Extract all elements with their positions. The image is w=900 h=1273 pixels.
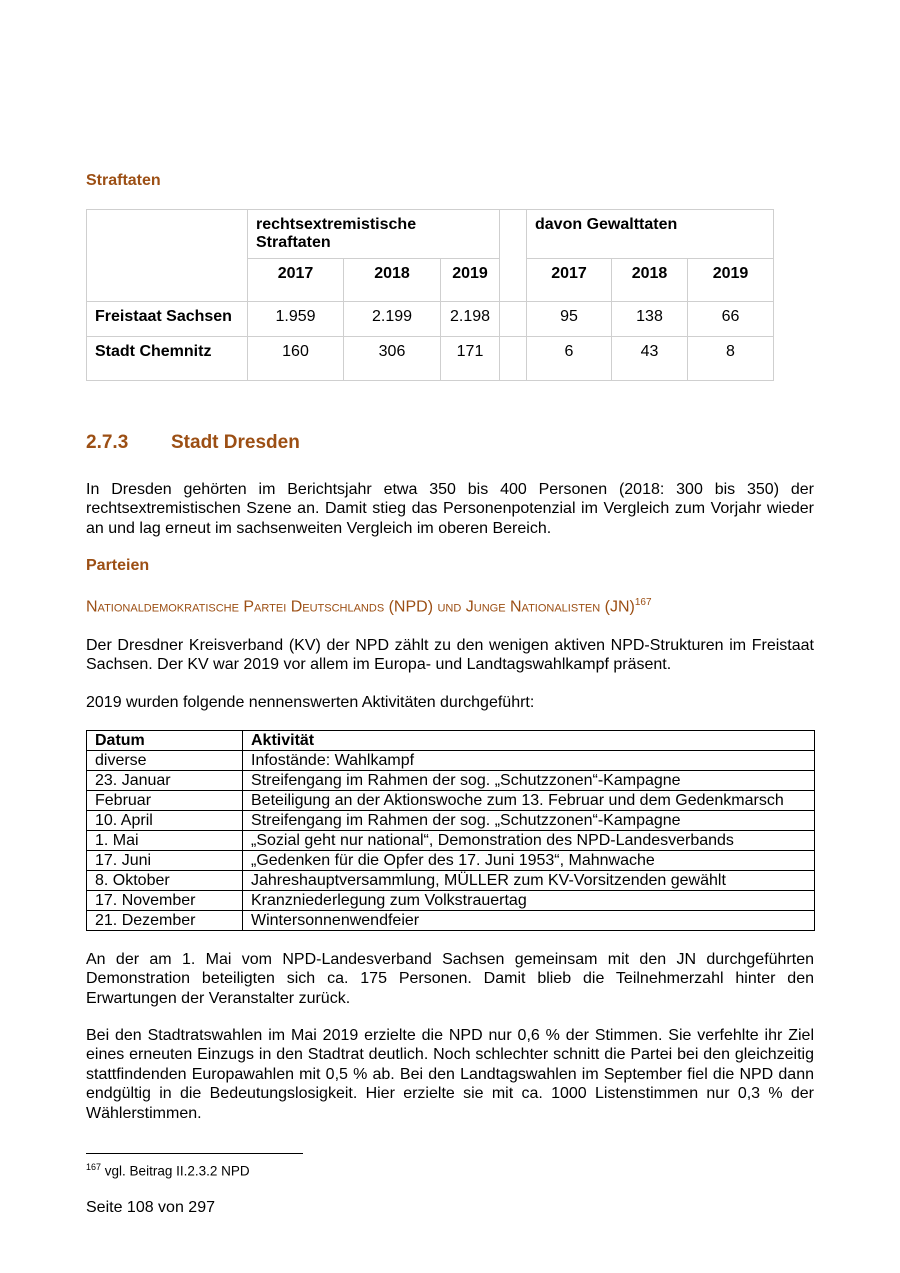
table-cell: 2.199 bbox=[344, 302, 441, 337]
parteien-heading: Parteien bbox=[86, 557, 150, 574]
year-header: 2017 bbox=[527, 259, 612, 302]
table-row bbox=[87, 831, 815, 851]
table-row bbox=[87, 871, 815, 891]
kv-paragraph: Der Dresdner Kreisverband (KV) der NPD zählt zu den wenigen aktiven NPD-Strukturen im Freistaat Sachsen. Der KV war 2019 vor allem im Europa- und Landtagswahlkampf präsent. bbox=[86, 637, 814, 674]
activities-intro: 2019 wurden folgende nennenswerten Aktivitäten durchgeführt: bbox=[86, 694, 535, 711]
table-row bbox=[87, 811, 815, 831]
year-header: 2018 bbox=[344, 259, 441, 302]
party-title-text: Nationaldemokratische Partei Deutschlands (NPD) und Junge Nationalisten (JN) bbox=[86, 598, 635, 616]
activity-cell: „Sozial geht nur national“, Demonstration des NPD-Landesverbands bbox=[243, 831, 815, 851]
footnote-separator bbox=[86, 1153, 303, 1154]
table-row bbox=[87, 851, 815, 871]
footnote bbox=[86, 1162, 250, 1179]
table-cell: 306 bbox=[344, 337, 441, 381]
page-number: Seite 108 von 297 bbox=[86, 1199, 215, 1216]
year-header: 2018 bbox=[612, 259, 688, 302]
activity-cell: Jahreshauptversammlung, MÜLLER zum KV-Vorsitzenden gewählt bbox=[243, 871, 815, 891]
activity-cell: Streifengang im Rahmen der sog. „Schutzzonen“-Kampagne bbox=[243, 771, 815, 791]
date-cell: 8. Oktober bbox=[87, 871, 243, 891]
table-cell: 6 bbox=[527, 337, 612, 381]
table-cell: 66 bbox=[688, 302, 774, 337]
table-row bbox=[87, 751, 815, 771]
table-cell: 95 bbox=[527, 302, 612, 337]
column-header-date: Datum bbox=[87, 731, 243, 751]
group-header-rechtsextremistisch: rechtsextremistische Straftaten bbox=[248, 210, 500, 259]
table-cell: 171 bbox=[441, 337, 500, 381]
table-cell: 1.959 bbox=[248, 302, 344, 337]
table-cell: 8 bbox=[688, 337, 774, 381]
table-row bbox=[87, 911, 815, 931]
table-row bbox=[87, 302, 774, 337]
party-title bbox=[86, 597, 652, 616]
table-cell: 43 bbox=[612, 337, 688, 381]
table-cell: 160 bbox=[248, 337, 344, 381]
date-cell: 10. April bbox=[87, 811, 243, 831]
year-header: 2019 bbox=[441, 259, 500, 302]
row-label: Stadt Chemnitz bbox=[87, 337, 248, 381]
table-row bbox=[87, 791, 815, 811]
date-cell: 17. Juni bbox=[87, 851, 243, 871]
table-row bbox=[87, 337, 774, 381]
spacer-cell bbox=[500, 302, 527, 337]
activity-cell: „Gedenken für die Opfer des 17. Juni 1953“, Mahnwache bbox=[243, 851, 815, 871]
table-cell: 138 bbox=[612, 302, 688, 337]
table-corner-cell bbox=[87, 210, 248, 302]
section-title: Stadt Dresden bbox=[171, 432, 300, 453]
year-header: 2019 bbox=[688, 259, 774, 302]
activity-cell: Wintersonnenwendfeier bbox=[243, 911, 815, 931]
section-number: 2.7.3 bbox=[86, 432, 129, 453]
date-cell: diverse bbox=[87, 751, 243, 771]
activities-table bbox=[86, 730, 815, 931]
wahlen-paragraph: Bei den Stadtratswahlen im Mai 2019 erzielte die NPD nur 0,6 % der Stimmen. Sie verfehlte ihr Ziel eines erneuten Einzugs in den Stadtrat deutlich. Noch schlechter schnitt die Partei bei den gleichzeitig stattfindenden Europawahlen mit 0,5 % ab. Bei den Landtagswahlen im September fiel die NPD dann endgültig in die Bedeutungslosigkeit. Hier erzielte sie mit ca. 1000 Listenstimmen nur 0,3 % der Wählerstimmen. bbox=[86, 1027, 814, 1122]
straftaten-heading: Straftaten bbox=[86, 172, 161, 189]
activity-cell: Infostände: Wahlkampf bbox=[243, 751, 815, 771]
footnote-reference[interactable]: 167 bbox=[634, 597, 652, 608]
straftaten-table bbox=[86, 209, 774, 381]
intro-paragraph: In Dresden gehörten im Berichtsjahr etwa 350 bis 400 Personen (2018: 300 bis 350) der rechtsextremistischen Szene an. Damit stieg das Personenpotenzial im Vergleich zum Vorjahr wieder an und lag erneut im sachsenweiten Vergleich im oberen Bereich. bbox=[86, 481, 814, 537]
date-cell: 1. Mai bbox=[87, 831, 243, 851]
table-cell: 2.198 bbox=[441, 302, 500, 337]
year-header: 2017 bbox=[248, 259, 344, 302]
footnote-text: vgl. Beitrag II.2.3.2 NPD bbox=[104, 1163, 250, 1179]
date-cell: 17. November bbox=[87, 891, 243, 911]
spacer-cell bbox=[500, 337, 527, 381]
spacer-cell bbox=[500, 210, 527, 302]
date-cell: 23. Januar bbox=[87, 771, 243, 791]
activity-cell: Beteiligung an der Aktionswoche zum 13. Februar und dem Gedenkmarsch bbox=[243, 791, 815, 811]
column-header-activity: Aktivität bbox=[243, 731, 815, 751]
activity-cell: Kranzniederlegung zum Volkstrauertag bbox=[243, 891, 815, 911]
activity-cell: Streifengang im Rahmen der sog. „Schutzzonen“-Kampagne bbox=[243, 811, 815, 831]
row-label: Freistaat Sachsen bbox=[87, 302, 248, 337]
section-heading bbox=[86, 432, 300, 454]
date-cell: Februar bbox=[87, 791, 243, 811]
date-cell: 21. Dezember bbox=[87, 911, 243, 931]
table-row bbox=[87, 771, 815, 791]
group-header-gewalttaten: davon Gewalttaten bbox=[527, 210, 774, 259]
table-row bbox=[87, 891, 815, 911]
footnote-number: 167 bbox=[86, 1162, 102, 1172]
demo-paragraph: An der am 1. Mai vom NPD-Landesverband Sachsen gemeinsam mit den JN durchgeführten Demonstration beteiligten sich ca. 175 Personen. Damit blieb die Teilnehmerzahl hinter den Erwartungen der Veranstalter zurück. bbox=[86, 951, 814, 1007]
